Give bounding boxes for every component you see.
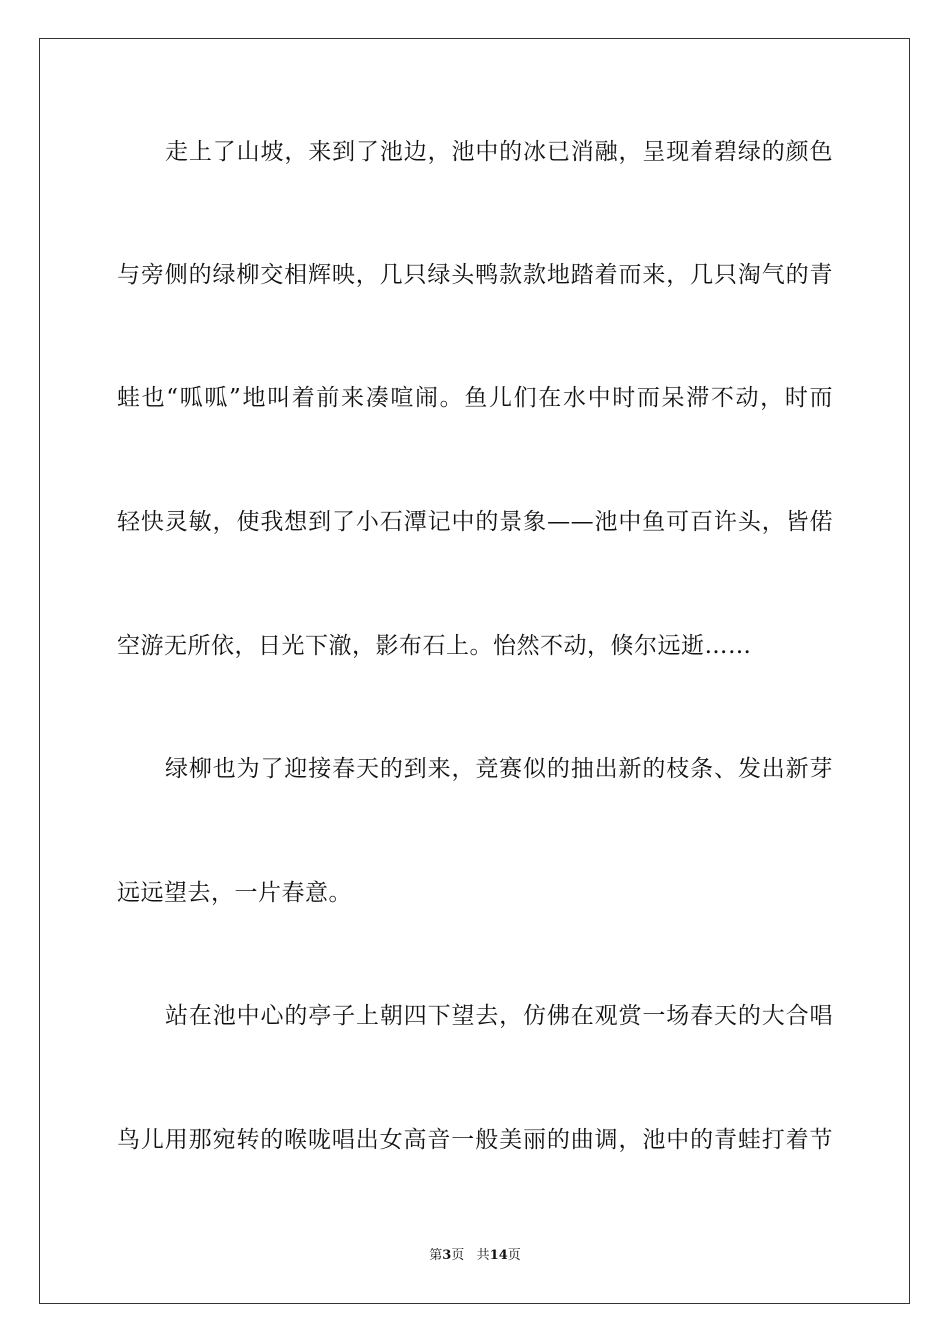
total-prefix: 共 bbox=[476, 1248, 490, 1263]
paragraph-2-line-2: 远远望去，一片春意。 bbox=[117, 880, 352, 906]
page-footer bbox=[0, 1247, 950, 1265]
page-number: 3 bbox=[442, 1248, 452, 1263]
paragraph-1-line-1: 走上了山坡，来到了池边，池中的冰已消融，呈现着碧绿的颜色 bbox=[165, 139, 833, 165]
page-suffix: 页 bbox=[451, 1248, 465, 1263]
page-prefix: 第 bbox=[429, 1248, 443, 1263]
paragraph-1-line-3: 蛙也“呱呱”地叫着前来凑喧闹。鱼儿们在水中时而呆滞不动，时而 bbox=[117, 385, 833, 411]
total-suffix: 页 bbox=[507, 1248, 521, 1263]
paragraph-2-line-1: 绿柳也为了迎接春天的到来，竞赛似的抽出新的枝条、发出新芽 bbox=[165, 756, 833, 782]
paragraph-1-line-5: 空游无所依，日光下澈，影布石上。怡然不动，倏尔远逝…… bbox=[117, 633, 752, 659]
paragraph-1-line-2: 与旁侧的绿柳交相辉映，几只绿头鸭款款地踏着而来，几只淘气的青 bbox=[117, 262, 833, 288]
total-pages: 14 bbox=[489, 1248, 508, 1263]
paragraph-1-line-4: 轻快灵敏，使我想到了小石潭记中的景象——池中鱼可百许头，皆偌 bbox=[117, 509, 833, 535]
paragraph-3-line-1: 站在池中心的亭子上朝四下望去，仿佛在观赏一场春天的大合唱 bbox=[165, 1003, 833, 1029]
page-border bbox=[39, 38, 910, 1304]
paragraph-3-line-2: 鸟儿用那宛转的喉咙唱出女高音一般美丽的曲调，池中的青蛙打着节 bbox=[117, 1127, 833, 1153]
